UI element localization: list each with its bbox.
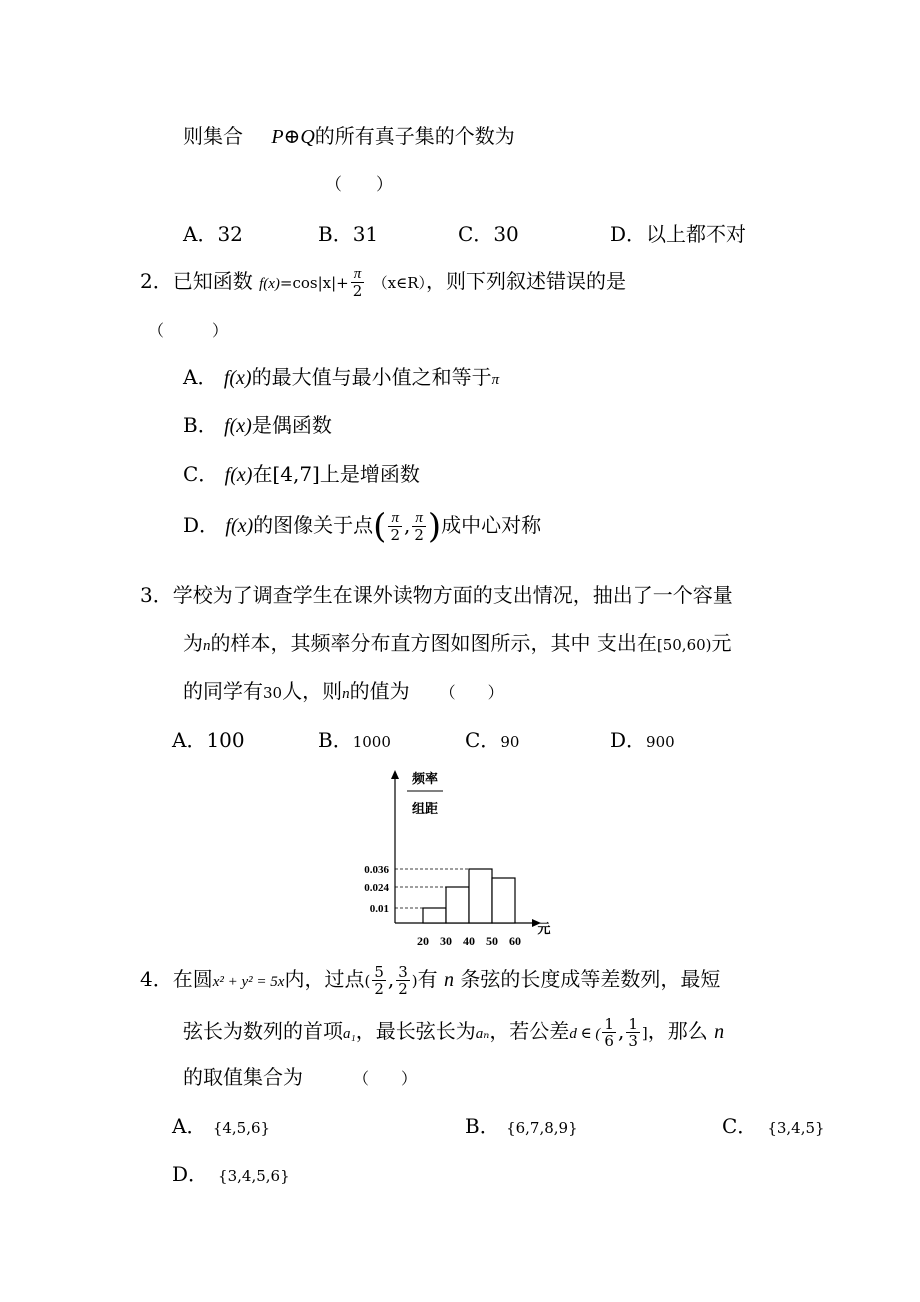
q1-option-b[interactable]: B．31 (318, 222, 379, 246)
pi-over-two-fraction: $\frac{\pi}{2}$ (352, 266, 363, 300)
q2-option-b[interactable]: B． f(x)是偶函数 (183, 413, 332, 437)
q4-stem-line3: 的取值集合为 （ ） (183, 1065, 418, 1089)
q3-option-b[interactable]: B．1000 (318, 728, 391, 752)
y-tick-labels (364, 864, 389, 915)
x-tick-label: 60 (509, 934, 521, 948)
q2-option-d[interactable]: D． f(x)的图像关于点( $\frac{\pi}{2}$ , $\frac{\pi}{2}$ )成中心对称 (183, 506, 542, 547)
q3-option-a[interactable]: A．100 (172, 728, 245, 752)
y-label-bottom: 组距 (411, 801, 439, 816)
q2-answer-paren: （ ） (148, 321, 229, 340)
x-tick-label: 20 (417, 934, 429, 948)
q1-option-a[interactable]: A．32 (183, 222, 243, 246)
y-label-top: 频率 (411, 771, 439, 786)
x-label: 元 (537, 921, 551, 936)
q4-option-c[interactable]: C． {3,4,5} (722, 1114, 825, 1138)
y-tick-label: 0.036 (364, 864, 389, 876)
histogram-bar (423, 908, 446, 923)
q1-answer-paren: （ ） (325, 175, 393, 195)
q2-option-c[interactable]: C． f(x)在[4,7]上是增函数 (183, 462, 420, 486)
q3-option-c[interactable]: C．90 (465, 728, 520, 752)
q4-option-b[interactable]: B． {6,7,8,9} (465, 1114, 578, 1138)
q1-option-c[interactable]: C．30 (458, 222, 519, 246)
histogram-bars (423, 869, 515, 923)
q1-stem: 则集合 P⊕Q的所有真子集的个数为 (183, 124, 515, 148)
q1-option-d[interactable]: D．以上都不对 (610, 222, 747, 246)
x-tick-label: 30 (440, 934, 452, 948)
q4-stem-line1: 4．在圆x² + y² = 5x内，过点( $\frac{5}{2}$ , $\frac{3}{2}$ )有 n 条弦的长度成等差数列，最短 (140, 963, 721, 998)
q2-option-a[interactable]: A． f(x)的最大值与最小值之和等于π (183, 365, 500, 389)
q3-stem-line3: 的同学有30人，则n的值为 （ ） (183, 679, 504, 703)
q3-option-d[interactable]: D．900 (610, 728, 675, 752)
x-tick-label: 40 (463, 934, 475, 948)
y-tick-label: 0.01 (369, 903, 389, 915)
q3-stem-line1: 3．学校为了调查学生在课外读物方面的支出情况，抽出了一个容量 (140, 583, 733, 607)
q4-option-d[interactable]: D． {3,4,5,6} (172, 1162, 290, 1186)
x-tick-labels (417, 934, 521, 948)
q3-stem-line2: 为n的样本，其频率分布直方图如图所示，其中 支出在[50,60)元 (183, 631, 732, 655)
frequency-histogram (355, 765, 555, 950)
histogram-bar (469, 869, 492, 923)
q4-option-a[interactable]: A． {4,5,6} (172, 1114, 271, 1138)
x-tick-label: 50 (486, 934, 498, 948)
q2-stem: 2．已知函数 f(x)=cos|x|+ $\frac{\pi}{2}$ （x∈R），则下列叙述错误的是 (140, 266, 627, 300)
histogram-bar (492, 878, 515, 923)
histogram-bar (446, 887, 469, 923)
y-axis-arrow (391, 770, 399, 779)
y-tick-label: 0.024 (364, 882, 389, 894)
q4-stem-line2: 弦长为数列的首项a₁，最长弦长为aₙ，若公差d ∈ ( $\frac{1}{6}$ , $\frac{1}{3}$ ]，那么 n (183, 1015, 725, 1050)
